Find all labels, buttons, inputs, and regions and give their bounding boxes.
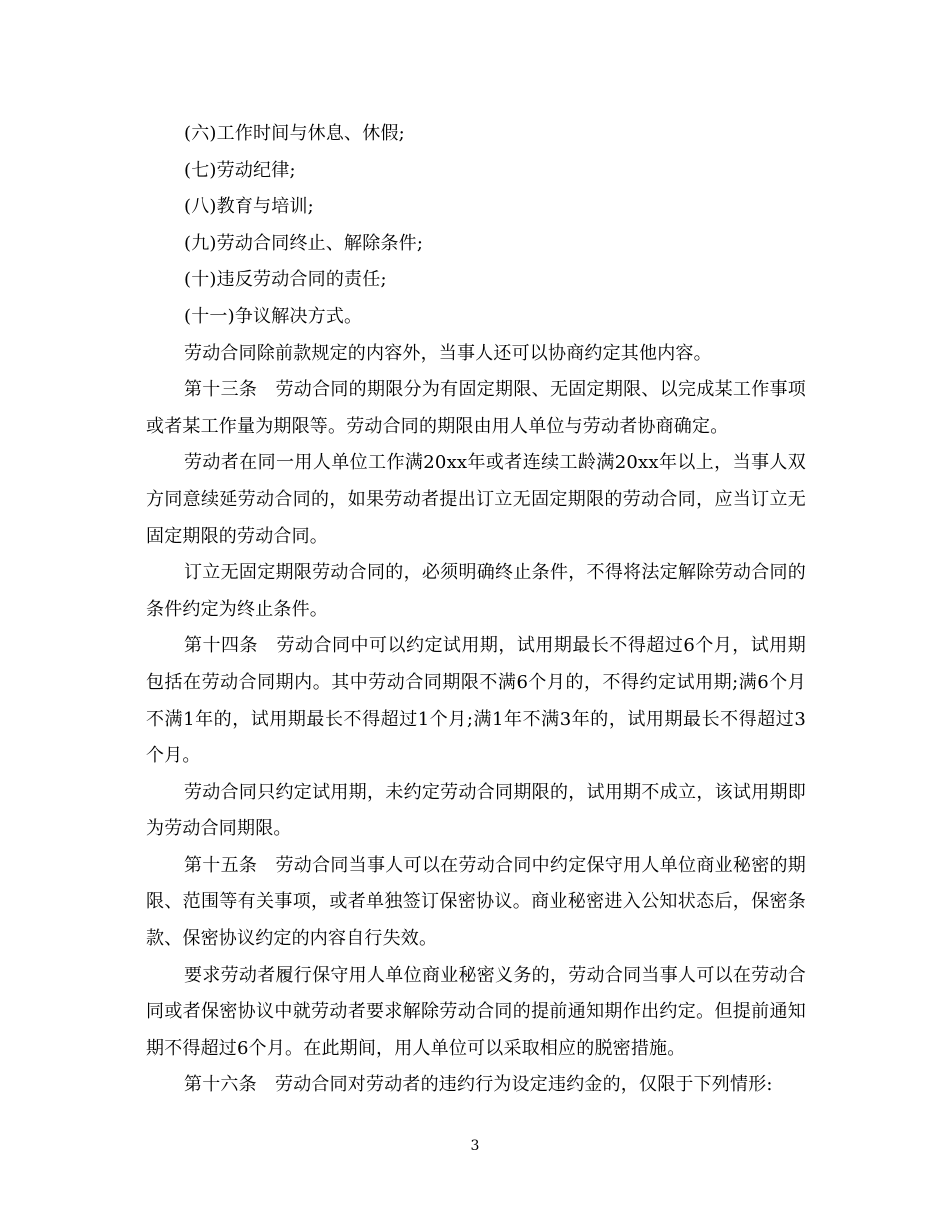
paragraph-item-7: (七)劳动纪律; — [184, 159, 296, 181]
document-body — [146, 116, 806, 1104]
paragraph-article-13-termination: 订立无固定期限劳动合同的，必须明确终止条件，不得将法定解除劳动合同的条件约定为终止条件。 — [146, 562, 806, 620]
paragraph-article-13: 第十三条 劳动合同的期限分为有固定期限、无固定期限、以完成某工作事项或者某工作量为期限等。劳动合同的期限由用人单位与劳动者协商确定。 — [146, 379, 806, 437]
paragraph-item-10: (十)违反劳动合同的责任; — [184, 269, 387, 291]
page-number: 3 — [470, 1138, 480, 1154]
paragraph-item-8: (八)教育与培训; — [184, 196, 314, 218]
paragraph-article-15: 第十五条 劳动合同当事人可以在劳动合同中约定保守用人单位商业秘密的期限、范围等有关事项，或者单独签订保密协议。商业秘密进入公知状态后，保密条款、保密协议约定的内容自行失效。 — [146, 854, 806, 950]
paragraph-item-9: (九)劳动合同终止、解除条件; — [184, 232, 424, 254]
paragraph-other-content: 劳动合同除前款规定的内容外，当事人还可以协商约定其他内容。 — [184, 342, 712, 364]
paragraph-item-6: (六)工作时间与休息、休假; — [184, 123, 405, 144]
paragraph-article-13-renewal: 劳动者在同一用人单位工作满20xx年或者连续工龄满20xx年以上，当事人双方同意续延劳动合同的，如果劳动者提出订立无固定期限的劳动合同，应当订立无固定期限的劳动合同。 — [146, 452, 806, 547]
paragraph-article-16: 第十六条 劳动合同对劳动者的违约行为设定违约金的，仅限于下列情形: — [184, 1074, 773, 1096]
paragraph-article-14: 第十四条 劳动合同中可以约定试用期，试用期最长不得超过6个月，试用期包括在劳动合同期内。其中劳动合同期限不满6个月的，不得约定试用期;满6个月不满1年的，试用期最长不得超过1个月;满1年不满3年的，试用期最长不得超过3个月。 — [146, 635, 806, 767]
paragraph-item-11: (十一)争议解决方式。 — [184, 305, 363, 327]
paragraph-article-14-probation: 劳动合同只约定试用期，未约定劳动合同期限的，试用期不成立，该试用期即为劳动合同期限。 — [146, 781, 806, 840]
paragraph-article-15-notice: 要求劳动者履行保守用人单位商业秘密义务的，劳动合同当事人可以在劳动合同或者保密协议中就劳动者要求解除劳动合同的提前通知期作出约定。但提前通知期不得超过6个月。在此期间，用人单位可以采取相应的脱密措施。 — [146, 964, 806, 1059]
